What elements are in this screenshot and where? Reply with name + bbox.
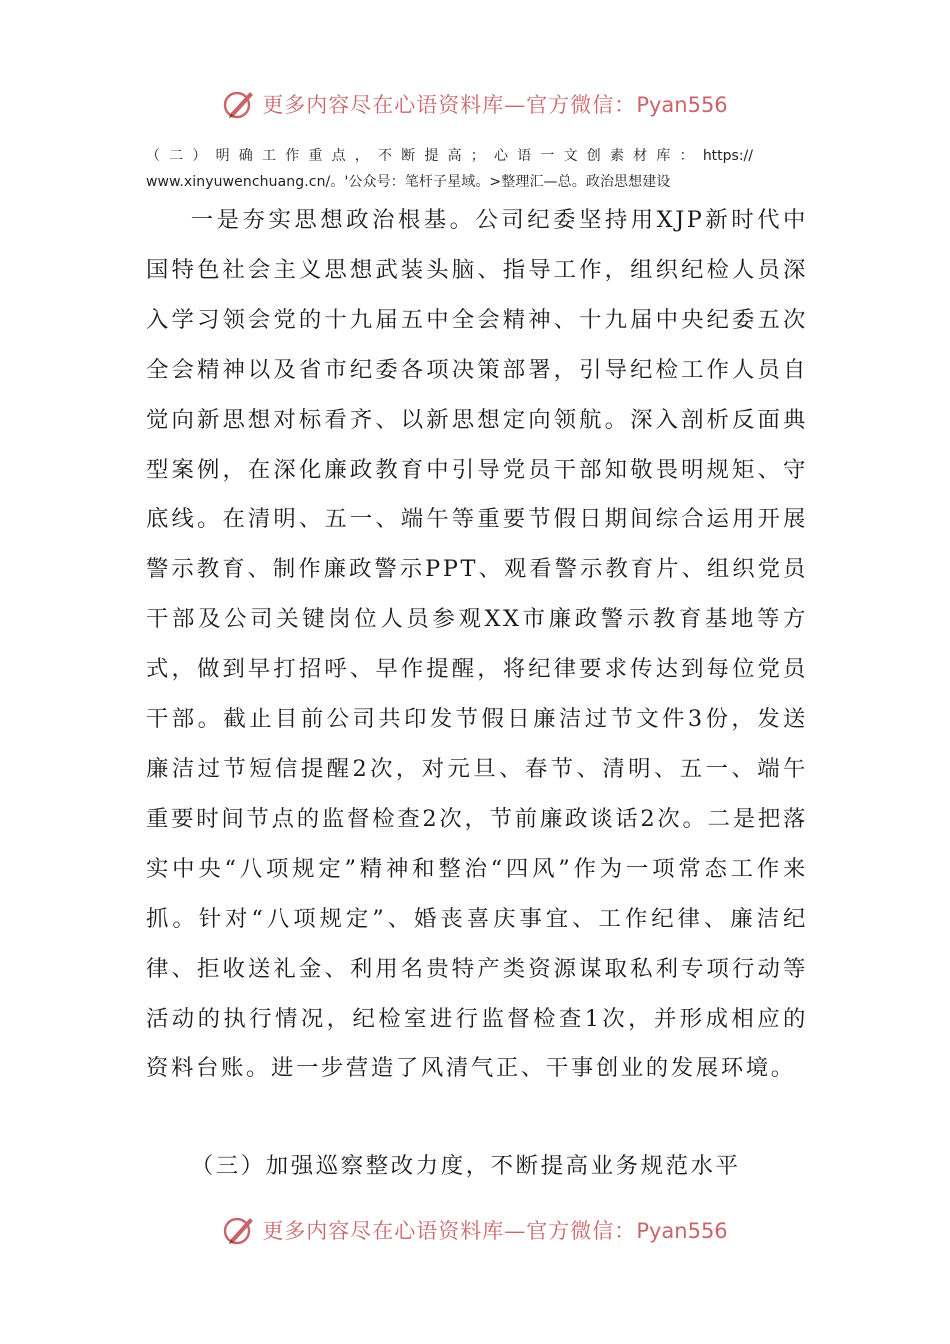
pen-logo-icon — [222, 87, 256, 121]
subheader-heading-text: （二）明确工作重点，不断提高；心语一文创素材库： — [146, 148, 703, 164]
banner-text: 更多内容尽在心语资料库—官方微信：Pyan556 — [262, 93, 728, 117]
wechat-handle: Pyan556 — [636, 93, 728, 117]
subheader-line-1 — [146, 143, 808, 169]
wechat-handle: Pyan556 — [636, 1219, 728, 1243]
footer-watermark-banner — [0, 1208, 950, 1252]
pen-logo-icon — [222, 1213, 256, 1247]
section-heading: （三）加强巡察整改力度，不断提高业务规范水平 — [190, 1153, 741, 1179]
header-watermark-banner — [0, 82, 950, 126]
body-paragraph: 一是夯实思想政治根基。公司纪委坚持用XJP新时代中国特色社会主义思想武装头脑、指导工作，组织纪检人员深入学习领会党的十九届五中全会精神、十九届中央纪委五次全会精神以及省市纪委各项决策部署，引导纪检工作人员自觉向新思想对标看齐、以新思想定向领航。深入剖析反面典型案例，在深化廉政教育中引导党员干部知敬畏明规矩、守底线。在清明、五一、端午等重要节假日期间综合运用开展警示教育、制作廉政警示PPT、观看警示教育片、组织党员干部及公司关键岗位人员参观XX市廉政警示教育基地等方式，做到早打招呼、早作提醒，将纪律要求传达到每位党员干部。截止目前公司共印发节假日廉洁过节文件3份，发送廉洁过节短信提醒2次，对元旦、春节、清明、五一、端午重要时间节点的监督检查2次，节前廉政谈话2次。二是把落实中央“八项规定”精神和整治“四风”作为一项常态工作来抓。针对“八项规定”、婚丧喜庆事宜、工作纪律、廉洁纪律、拒收送礼金、利用名贵特产类资源谋取私利专项行动等活动的执行情况，纪检室进行监督检查1次，并形成相应的资料台账。进一步营造了风清气正、干事创业的发展环境。 — [146, 207, 808, 1082]
subheader-url-prefix: https:// — [702, 148, 753, 164]
banner-text: 更多内容尽在心语资料库—官方微信：Pyan556 — [262, 1219, 728, 1243]
subheader-line-2: www.xinyuwenchuang.cn/。'公众号：笔杆子星域。>整理汇—总。政治思想建设 — [146, 174, 671, 190]
